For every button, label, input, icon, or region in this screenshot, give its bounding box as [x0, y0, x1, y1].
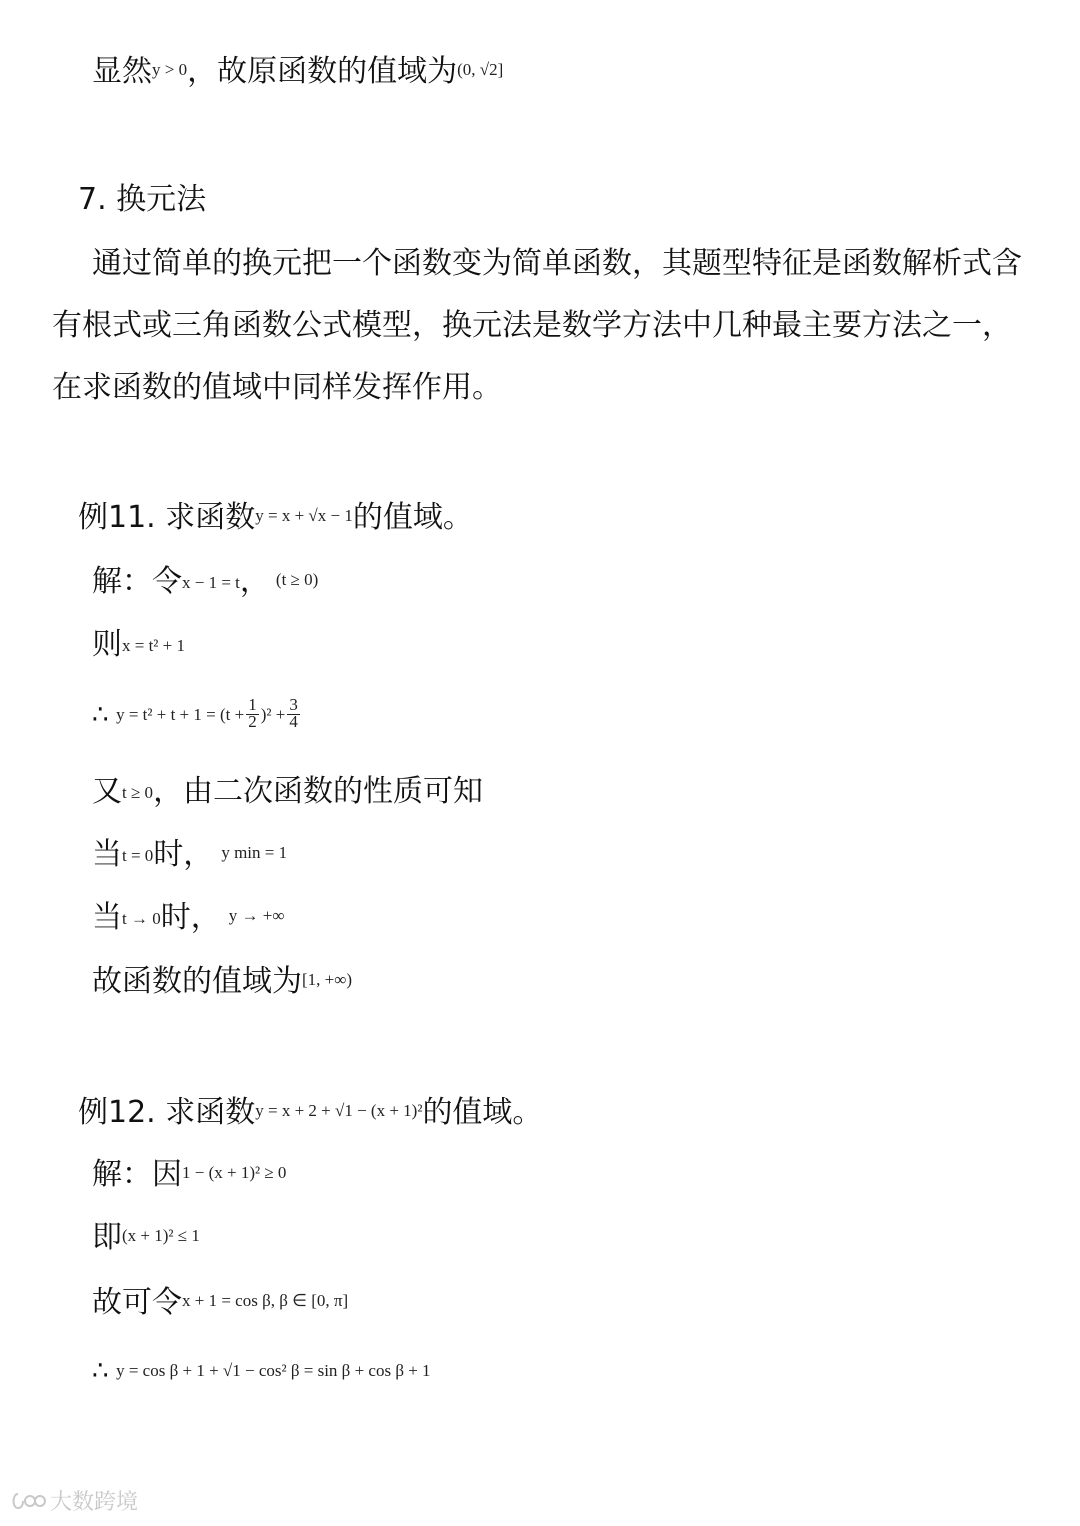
math-expression: y = cos β + 1 + √1 − cos² β = sin β + cos β + 1 [116, 1360, 431, 1380]
brand-logo-icon [10, 1490, 46, 1512]
text: ，由二次函数的性质可知 [153, 774, 484, 809]
text: 解：因 [92, 1157, 182, 1192]
fraction [246, 695, 259, 731]
text: 解：令 [92, 564, 182, 599]
math-expression: (0, √2] [457, 60, 504, 79]
fraction-denominator: 2 [248, 712, 257, 731]
math-expression: x + 1 = cos β, β ∈ [0, π] [182, 1291, 349, 1310]
text: 当 [92, 837, 122, 872]
fraction-denominator: 4 [289, 712, 298, 731]
text: 时， [153, 837, 214, 872]
example-11-step-6 [92, 898, 284, 939]
fraction [287, 695, 300, 731]
math-expression: y = x + √x − 1 [255, 506, 353, 525]
math-expression: t = 0 [122, 845, 154, 865]
math-expression: (x + 1)² ≤ 1 [122, 1226, 200, 1245]
math-expression: y > 0 [152, 60, 188, 79]
text: 例12. 求函数 [78, 1095, 256, 1130]
text: 时， [160, 900, 221, 935]
text: 则 [92, 627, 122, 662]
text: 的值域。 [352, 500, 473, 535]
math-expression: x = t² + 1 [122, 635, 185, 655]
example-11-step-4 [92, 772, 483, 813]
math-expression: t ≥ 0 [122, 782, 154, 802]
math-expression: 1 − (x + 1)² ≥ 0 [182, 1163, 287, 1182]
example-12-step-2 [92, 1218, 200, 1258]
example-12-step-3 [92, 1283, 348, 1323]
example-11-step-3 [92, 692, 302, 737]
math-expression: y = x + 2 + √1 − (x + 1)² [255, 1101, 423, 1120]
example-12-title [78, 1093, 542, 1133]
therefore-symbol: ∴ [92, 700, 107, 730]
text: 显然 [92, 54, 152, 89]
math-expression: y = t² + t + 1 = (t + [116, 704, 245, 724]
math-expression: )² + [260, 704, 286, 724]
paragraph-text: 通过简单的换元把一个函数变为简单函数，其题型特征是函数解析式含有根式或三角函数公式模型，换元法是数学方法中几种最主要方法之一，在求函数的值域中同样发挥作用。 [52, 246, 1022, 405]
text: 即 [92, 1220, 122, 1255]
text: 故可令 [92, 1285, 182, 1320]
math-expression: t → 0 [122, 908, 161, 928]
text: 故函数的值域为 [92, 964, 302, 999]
example-11-title [78, 498, 473, 538]
text: ，故原函数的值域为 [187, 54, 458, 89]
watermark [10, 1485, 138, 1516]
text: 例11. 求函数 [78, 500, 256, 535]
example-12-step-4 [92, 1350, 431, 1391]
math-expression: [1, +∞) [302, 970, 353, 989]
text: 的值域。 [422, 1095, 543, 1130]
text: 又 [92, 774, 122, 809]
text: 当 [92, 900, 122, 935]
watermark-text: 大数跨境 [50, 1490, 139, 1515]
section-paragraph [52, 233, 1032, 419]
section-heading: 7. 换元法 [78, 182, 207, 217]
math-expression: x − 1 = t [182, 572, 240, 592]
example-11-step-5 [92, 835, 287, 876]
therefore-symbol: ∴ [92, 1356, 107, 1386]
math-result: y → +∞ [228, 906, 285, 925]
obvious-line [92, 52, 503, 92]
example-11-step-1 [92, 562, 318, 603]
text: ， [239, 564, 270, 599]
example-11-step-7 [92, 962, 352, 1002]
fraction-numerator: 1 [248, 695, 257, 714]
math-result: y min = 1 [221, 843, 288, 862]
example-12-step-1 [92, 1155, 286, 1195]
example-11-step-2 [92, 625, 185, 666]
fraction-numerator: 3 [289, 695, 298, 714]
math-condition: (t ≥ 0) [275, 570, 319, 589]
